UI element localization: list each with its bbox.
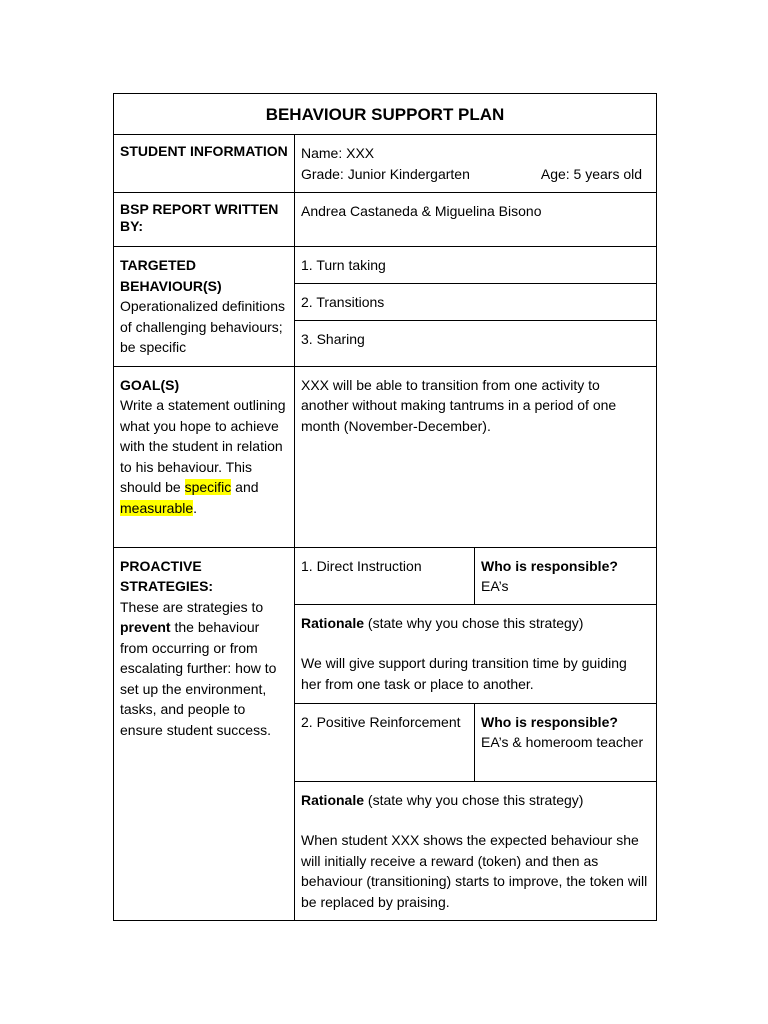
proactive-label-cell xyxy=(114,547,295,920)
goals-label-cell xyxy=(114,366,295,547)
targeted-item: 3. Sharing xyxy=(295,320,657,366)
targeted-label-cell xyxy=(114,247,295,367)
rationale-hint: (state why you chose this strategy) xyxy=(364,614,584,631)
targeted-item: 2. Transitions xyxy=(295,284,657,321)
rationale-label: Rationale xyxy=(301,614,365,631)
student-info-cell xyxy=(295,135,657,193)
report-row xyxy=(114,193,657,247)
student-name: Name: XXX xyxy=(301,145,375,161)
rationale-hint: (state why you chose this strategy) xyxy=(364,791,584,808)
rationale-label: Rationale xyxy=(301,791,365,808)
rationale-text: When student XXX shows the expected behaviour she will initially receive a reward (token) and then as behaviour (transitioning) starts to improve, the token will be replaced by praising. xyxy=(301,832,648,910)
responsible-value: EA’s & homeroom teacher xyxy=(481,734,644,750)
student-info-row xyxy=(114,135,657,193)
student-age: Age: 5 years old xyxy=(540,165,643,182)
behaviour-support-plan-table xyxy=(113,93,657,921)
proactive-label: PROACTIVE STRATEGIES: xyxy=(120,557,214,594)
targeted-item: 1. Turn taking xyxy=(295,247,657,284)
strategy-responsible xyxy=(475,547,657,604)
student-info-label: STUDENT INFORMATION xyxy=(114,135,295,193)
report-authors: Andrea Castaneda & Miguelina Bisono xyxy=(295,193,657,247)
highlight-measurable: measurable xyxy=(120,499,194,516)
responsible-label: Who is responsible? xyxy=(481,713,618,730)
goals-row xyxy=(114,366,657,547)
responsible-label: Who is responsible? xyxy=(481,557,618,574)
responsible-value: EA’s xyxy=(481,578,509,594)
strategy-responsible xyxy=(475,703,657,781)
report-label: BSP REPORT WRITTEN BY: xyxy=(114,193,295,247)
targeted-label: TARGETED BEHAVIOUR(S) xyxy=(120,257,222,294)
goals-text: XXX will be able to transition from one activity to another without making tantrums in a period of one month (November-December). xyxy=(295,366,657,547)
strategy-rationale xyxy=(295,604,657,703)
targeted-desc: Operationalized definitions of challenging behaviours; be specific xyxy=(120,298,285,355)
highlight-specific: specific xyxy=(184,479,232,495)
proactive-desc: These are strategies to prevent the behaviour from occurring or from escalating further: how to set up the environment, tasks, and people to ensure student success. xyxy=(120,598,277,738)
strategy-rationale xyxy=(295,781,657,920)
goals-desc: Write a statement outlining what you hope to achieve with the student in relation to his behaviour. This should be specific and measurable. xyxy=(120,397,286,516)
prevent-bold: prevent xyxy=(120,619,171,635)
student-grade: Grade: Junior Kindergarten xyxy=(301,165,470,182)
strategy-1-row xyxy=(114,547,657,604)
strategy-name: 1. Direct Instruction xyxy=(295,547,475,604)
title-row xyxy=(114,94,657,135)
goals-label: GOAL(S) xyxy=(120,376,180,393)
targeted-row-1 xyxy=(114,247,657,284)
rationale-text: We will give support during transition time by guiding her from one task or place to another. xyxy=(301,655,627,692)
page-title: BEHAVIOUR SUPPORT PLAN xyxy=(114,94,657,135)
strategy-name: 2. Positive Reinforcement xyxy=(295,703,475,781)
student-grade-age-line xyxy=(301,164,650,185)
